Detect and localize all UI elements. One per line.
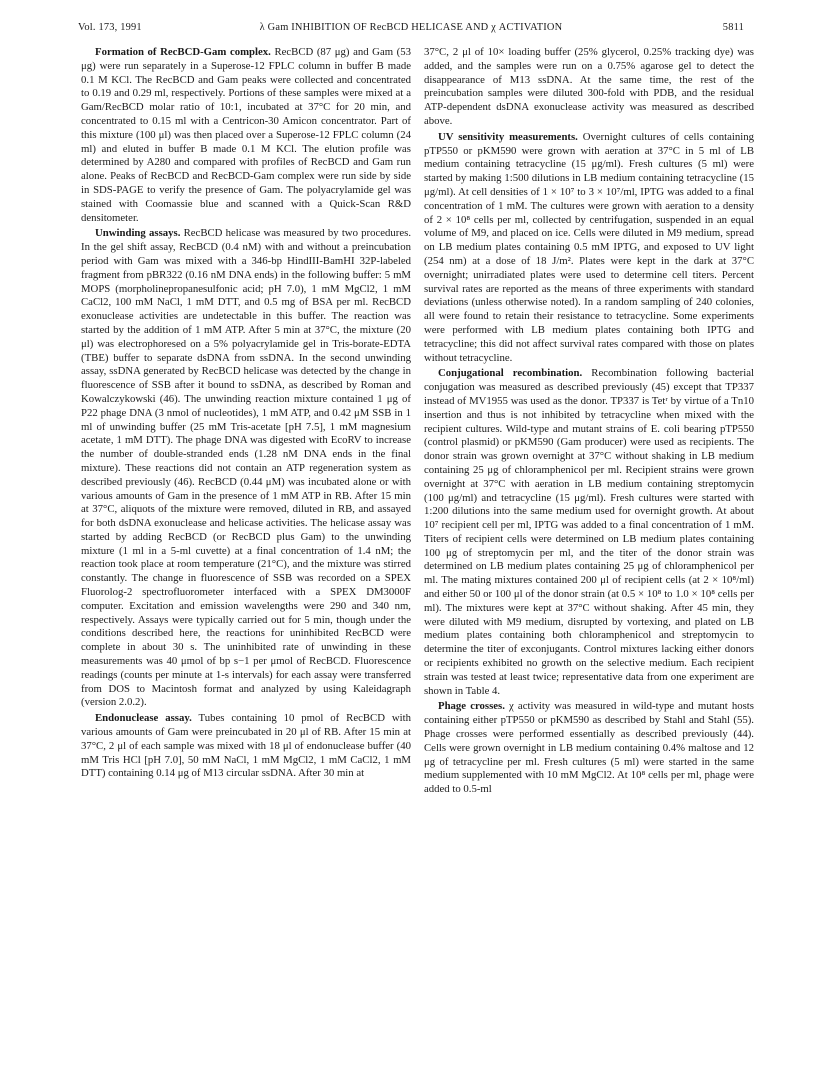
section-heading: UV sensitivity measurements. (438, 130, 578, 143)
paragraph-text: χ activity was measured in wild-type and mutant hosts containing either pTP550 or pKM590 as described by Stahl and Stahl (55). Phage crosses were performed essentially as described previously (44). Cells were grown overnight in LB medium containing 0.4% maltose and 12 μg of tetracycline per ml. Fresh cultures (5 ml) were started in the same medium supplemented with 10 mM MgCl2. At 10⁸ cells per ml, phage were added to 0.5-ml (424, 700, 754, 796)
right-column (424, 46, 754, 797)
section-paragraph (424, 700, 754, 797)
paragraph-text: RecBCD helicase was measured by two procedures. In the gel shift assay, RecBCD (0.4 nM) with and without a preincubation period with Gam was mixed with a 346-bp HindIII-BamHI 32P-labeled fragment from pBR322 (0.16 nM DNA ends) in the following buffer: 5 mM MOPS (morpholinepropanesulfonic acid; pH 7.0), 1 mM MgCl2, 1 mM CaCl2, 100 mM NaCl, 1 mM DTT, and 0.5 mg of BSA per ml. RecBCD exonuclease activities are undetectable in this buffer. The reaction was started by the addition of 1 mM ATP. After 5 min at 37°C, the mixture (20 μl) was electrophoresed on a 5% polyacrylamide gel in Tris-borate-EDTA (TBE) buffer to separate dsDNA from ssDNA. In the second unwinding assay, ssDNA generated by RecBCD helicase was detected by the change in fluorescence of SSB after it bound to ssDNA, as described by Roman and Kowalczykowski (46). The unwinding reaction mixture contained 1 μg of P22 phage DNA (3 nmol of nucleotides), 1 mM ATP, and 0.42 μM SSB in 1 ml of unwinding buffer (25 mM Tris-acetate [pH 7.5], 1 mM magnesium acetate, 1 mM DTT). The phage DNA was digested with EcoRV to increase the number of double-stranded ends (1.28 nM DNA ends in the final mixture). These reactions did not contain an ATP regeneration system as described previously (46). RecBCD (0.44 μM) was incubated alone or with various amounts of Gam in the presence of 1 mM ATP in RB. After 15 min at 37°C, aliquots of the mixture were removed, diluted in RB, and assayed for both dsDNA exonuclease and helicase activities. The helicase assay was started by adding RecBCD (or RecBCD plus Gam) to the unwinding mixture (1 ml in a 5-ml cuvette) at a final concentration of 1.4 nM; the reaction took place at room temperature (21°C), and the mixture was stirred constantly. The change in fluorescence of SSB was recorded on a SPEX Fluorolog-2 spectrofluorometer interfaced with a SPEX DM3000F computer. Excitation and emission wavelengths were 290 and 340 nm, respectively. Assays were typically carried out for 5 min, though under the conditions described here, the reactions for uninhibited RecBCD were complete in about 30 s. The uninhibited rate of unwinding in these measurements was 40 μmol of bp s−1 per μmol of RecBCD. Fluorescence readings (counts per minute at 1-s intervals) for each assay were transferred from DOS to Macintosh format and analyzed by using Kaleidagraph (version 2.0.2). (81, 227, 412, 709)
paragraph-text: RecBCD (87 μg) and Gam (53 μg) were run separately in a Superose-12 FPLC column in buffer B made 0.1 M KCl. The RecBCD and Gam peaks were collected and concentrated to 0.19 and 0.29 ml, respectively. Portions of these samples were mixed at a Gam/RecBCD molar ratio of 10:1, incubated at 37°C for 20 min, and concentrated to 0.15 ml with a Centricon-30 Amicon concentrator. Part of this mixture (100 μl) was then placed over a Superose-12 FPLC column (24 ml) and eluted in buffer B made 0.1 M KCl. The elution profile was determined by A280 and compared with profiles of RecBCD and Gam run alone. Peaks of RecBCD and RecBCD-Gam complex were run side by side in SDS-PAGE to verify the presence of Gam. The polyacrylamide gel was stained with Coomassie blue and scanned with a Quick-Scan R&D densitometer. (81, 46, 411, 224)
section-paragraph (81, 227, 411, 710)
paragraph-text: 37°C, 2 μl of 10× loading buffer (25% glycerol, 0.25% tracking dye) was added, and the samples were run on a 0.75% agarose gel to detect the disappearance of M13 ssDNA. At the same time, the rest of the preincubation samples were diluted 300-fold with PDB, and the residual ATP-dependent dsDNA exonuclease activity was measured as described above. (424, 46, 754, 127)
section-heading: Conjugational recombination. (438, 367, 583, 380)
continued-paragraph (424, 46, 754, 129)
section-paragraph (424, 131, 754, 366)
running-header (78, 22, 744, 38)
section-heading: Unwinding assays. (95, 227, 181, 240)
section-paragraph (424, 367, 754, 698)
paragraph-text: Recombination following bacterial conjugation was measured as described previously (45) except that TP337 instead of MV1955 was used as the donor. TP337 is Tetʳ by virtue of a Tn10 insertion and thus is not inhibited by tetracycline when mixed with the recipient cultures. Wild-type and mutant strains of E. coli bearing pTP550 (control plasmid) or pKM590 (Gam producer) were used as recipients. The donor strain was grown overnight at 37°C without shaking in LB medium containing 25 μg of chloramphenicol per ml. Recipient strains were grown overnight at 37°C with aeration in LB medium containing streptomycin (100 μg/ml) and tetracycline (15 μg/ml). Fresh cultures were started with 1:200 dilutions into the same medium used for overnight growth. At about 10⁷ recipient cell per ml, IPTG was added to a final concentration of 1 mM. Titers of recipient cells were determined on LB medium plates containing 100 μg of streptomycin per ml, and the titer of the donor strain was determined on LB medium plates containing 25 μg of chloramphenicol per ml. The mating mixtures contained 200 μl of recipient cells (at 2 × 10⁸/ml) and either 50 or 100 μl of the donor strain (at 0.5 × 10⁸ to 1.0 × 10⁸ cells per ml). The mixtures were kept at 37°C without shaking. After 45 min, they were diluted with M9 medium, disrupted by vortexing, and plated on LB medium plates containing both chloramphenicol and streptomycin to determine the titer of exconjugants. Control mixtures lacking either donors or recipients exhibited no growth on the selective medium. Each recipient strain was tested at least twice; representative data from one experiment are shown in Table 4. (424, 367, 754, 697)
section-heading: Phage crosses. (438, 700, 505, 713)
section-paragraph (81, 46, 411, 225)
volume-label: Vol. 173, 1991 (78, 22, 142, 33)
running-title: λ Gam INHIBITION OF RecBCD HELICASE AND χ ACTIVATION (259, 22, 563, 33)
paragraph-text: Overnight cultures of cells containing pTP550 or pKM590 were grown with aeration at 37°C in 5 ml of LB medium containing tetracycline (15 μg/ml). Fresh cultures (5 ml) were started by making 1:500 dilutions in LB medium containing tetracycline (15 μg/ml). At cell densities of 1 × 10⁷ to 3 × 10⁷/ml, IPTG was added to a final concentration of 1 mM. The cultures were grown with aeration to a density of 2 × 10⁸ cells per ml, collected by centrifugation, suspended in an equal volume of M9, and placed on ice. Cells were diluted in M9 medium, spread on LB medium plates containing 0.5 mM IPTG, and exposed to UV light (254 nm) at a dose of 18 J/m². Plates were kept in the dark at 37°C overnight; unirradiated plates were used to determine cell titers. Percent survival rates are reported as the means of three experiments with standard deviations (unless otherwise noted). In a random sampling of 240 colonies, all were found to retain their resistance to tetracycline. Some experiments were performed with LB medium plates containing both IPTG and tetracycline; this did not affect survival rates compared with those on plates without tetracycline. (424, 130, 754, 364)
section-heading: Formation of RecBCD-Gam complex. (95, 46, 271, 58)
section-heading: Endonuclease assay. (95, 712, 192, 725)
page-number: 5811 (722, 22, 744, 33)
left-column (81, 46, 411, 781)
section-paragraph (81, 712, 411, 781)
paragraph-text: Tubes containing 10 pmol of RecBCD with various amounts of Gam were preincubated in 20 μl of RB. After 15 min at 37°C, 2 μl of each sample was mixed with 18 μl of endonuclease buffer (40 mM Tris HCl [pH 7.0], 50 mM NaCl, 1 mM MgCl2, 1 mM CaCl2, 1 mM DTT) containing 0.14 μg of M13 circular ssDNA. After 30 min at (81, 712, 412, 780)
